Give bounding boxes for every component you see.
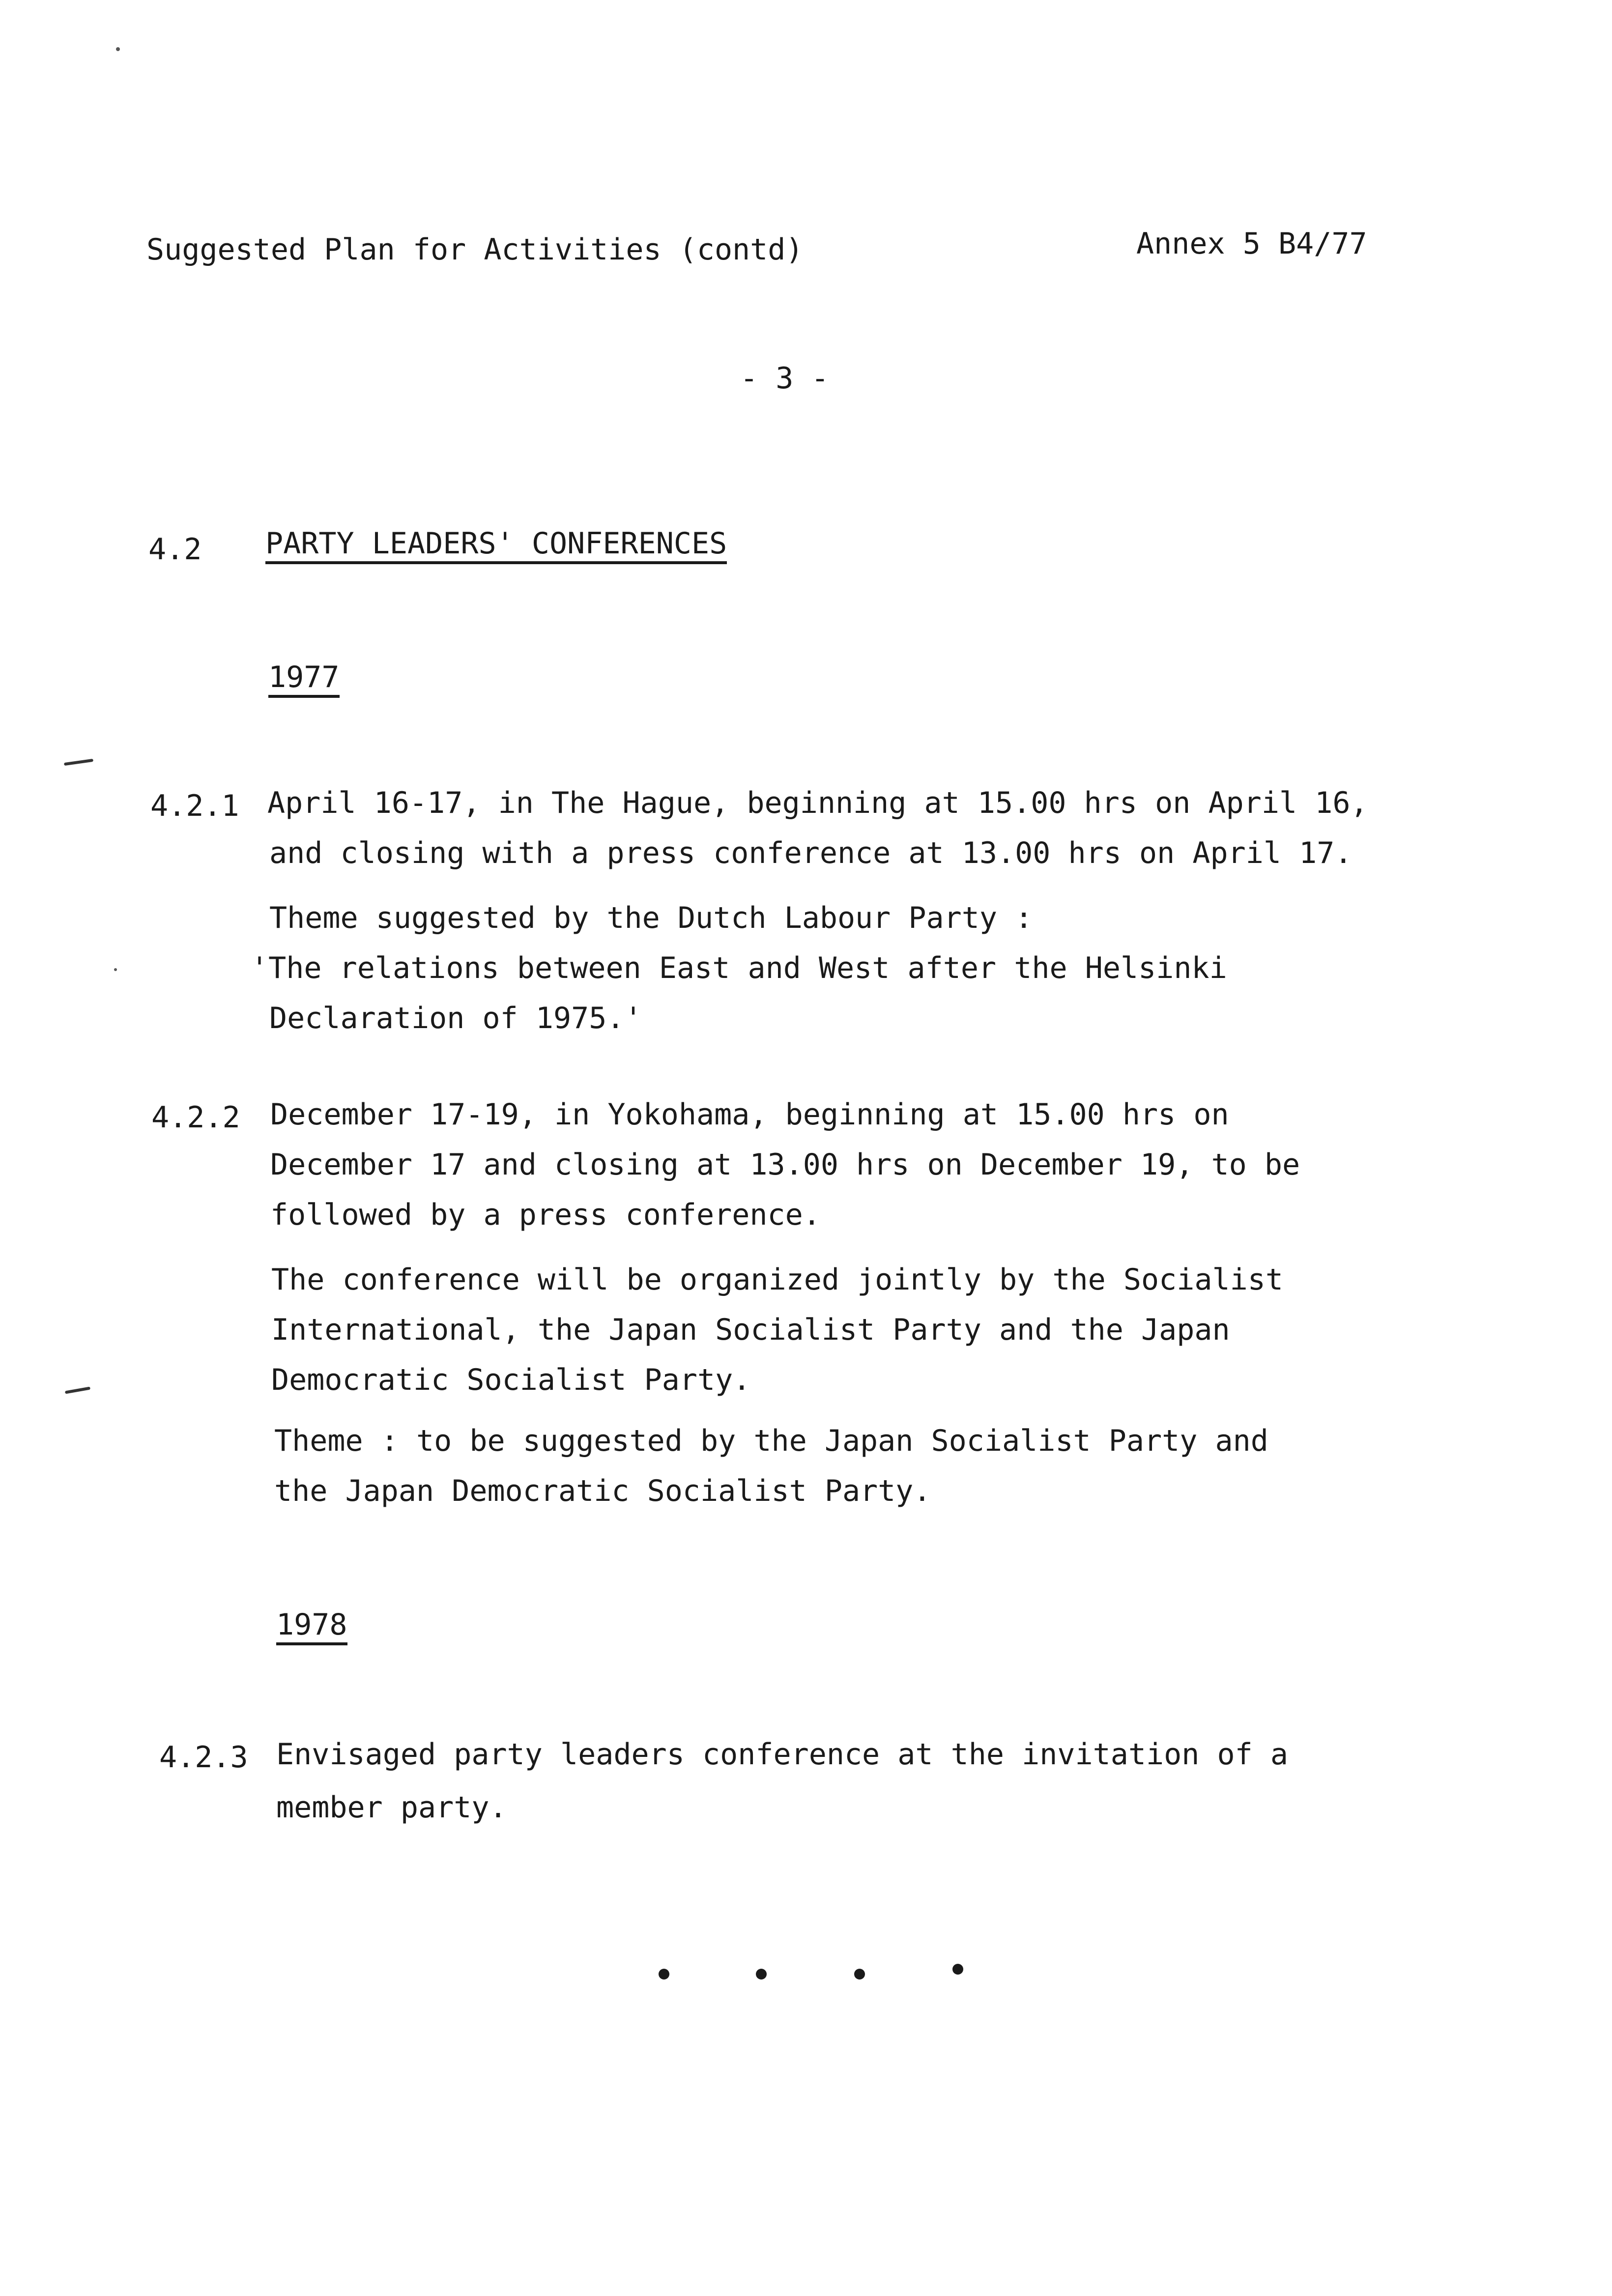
item-421-theme: Declaration of 1975.' (269, 1001, 642, 1035)
item-number-421: 4.2.1 (150, 789, 239, 823)
section-number: 4.2 (148, 532, 202, 567)
item-421-line: April 16-17, in The Hague, beginning at 15.00 hrs on April 16, (267, 786, 1368, 820)
item-423-line: Envisaged party leaders conference at the invitation of a (276, 1737, 1289, 1772)
item-422-theme: Theme : to be suggested by the Japan Socialist Party and (274, 1424, 1268, 1458)
document-title: Suggested Plan for Activities (contd) (146, 232, 804, 267)
item-421-theme: Theme suggested by the Dutch Labour Party : (269, 901, 1033, 935)
page-number: - 3 - (740, 361, 829, 396)
closing-dot (854, 1969, 865, 1980)
year-heading-1978: 1978 (276, 1610, 347, 1645)
item-422-line: December 17-19, in Yokohama, beginning at 15.00 hrs on (270, 1097, 1229, 1132)
year-heading-1977: 1977 (268, 662, 340, 698)
margin-mark (65, 1387, 90, 1394)
item-number-423: 4.2.3 (159, 1740, 248, 1775)
item-422-theme: the Japan Democratic Socialist Party. (274, 1474, 931, 1508)
annex-reference: Annex 5 B4/77 (1136, 227, 1367, 261)
closing-dot (659, 1969, 669, 1980)
item-number-422: 4.2.2 (151, 1100, 240, 1135)
item-421-line: and closing with a press conference at 13.00 hrs on April 17. (269, 836, 1353, 870)
item-421-theme: 'The relations between East and West after the Helsinki (251, 951, 1227, 985)
closing-dot (952, 1964, 963, 1975)
item-422-line: December 17 and closing at 13.00 hrs on December 19, to be (270, 1148, 1300, 1182)
closing-dot (756, 1969, 767, 1980)
item-423-line: member party. (276, 1790, 507, 1825)
item-422-organizers: The conference will be organized jointly by the Socialist (271, 1263, 1284, 1297)
item-422-organizers: International, the Japan Socialist Party and the Japan (271, 1313, 1230, 1347)
margin-mark (64, 759, 93, 766)
item-422-line: followed by a press conference. (270, 1198, 821, 1232)
scan-speck (114, 968, 117, 971)
item-422-organizers: Democratic Socialist Party. (271, 1363, 751, 1397)
scan-speck (116, 47, 120, 51)
section-heading: PARTY LEADERS' CONFERENCES (265, 529, 727, 564)
